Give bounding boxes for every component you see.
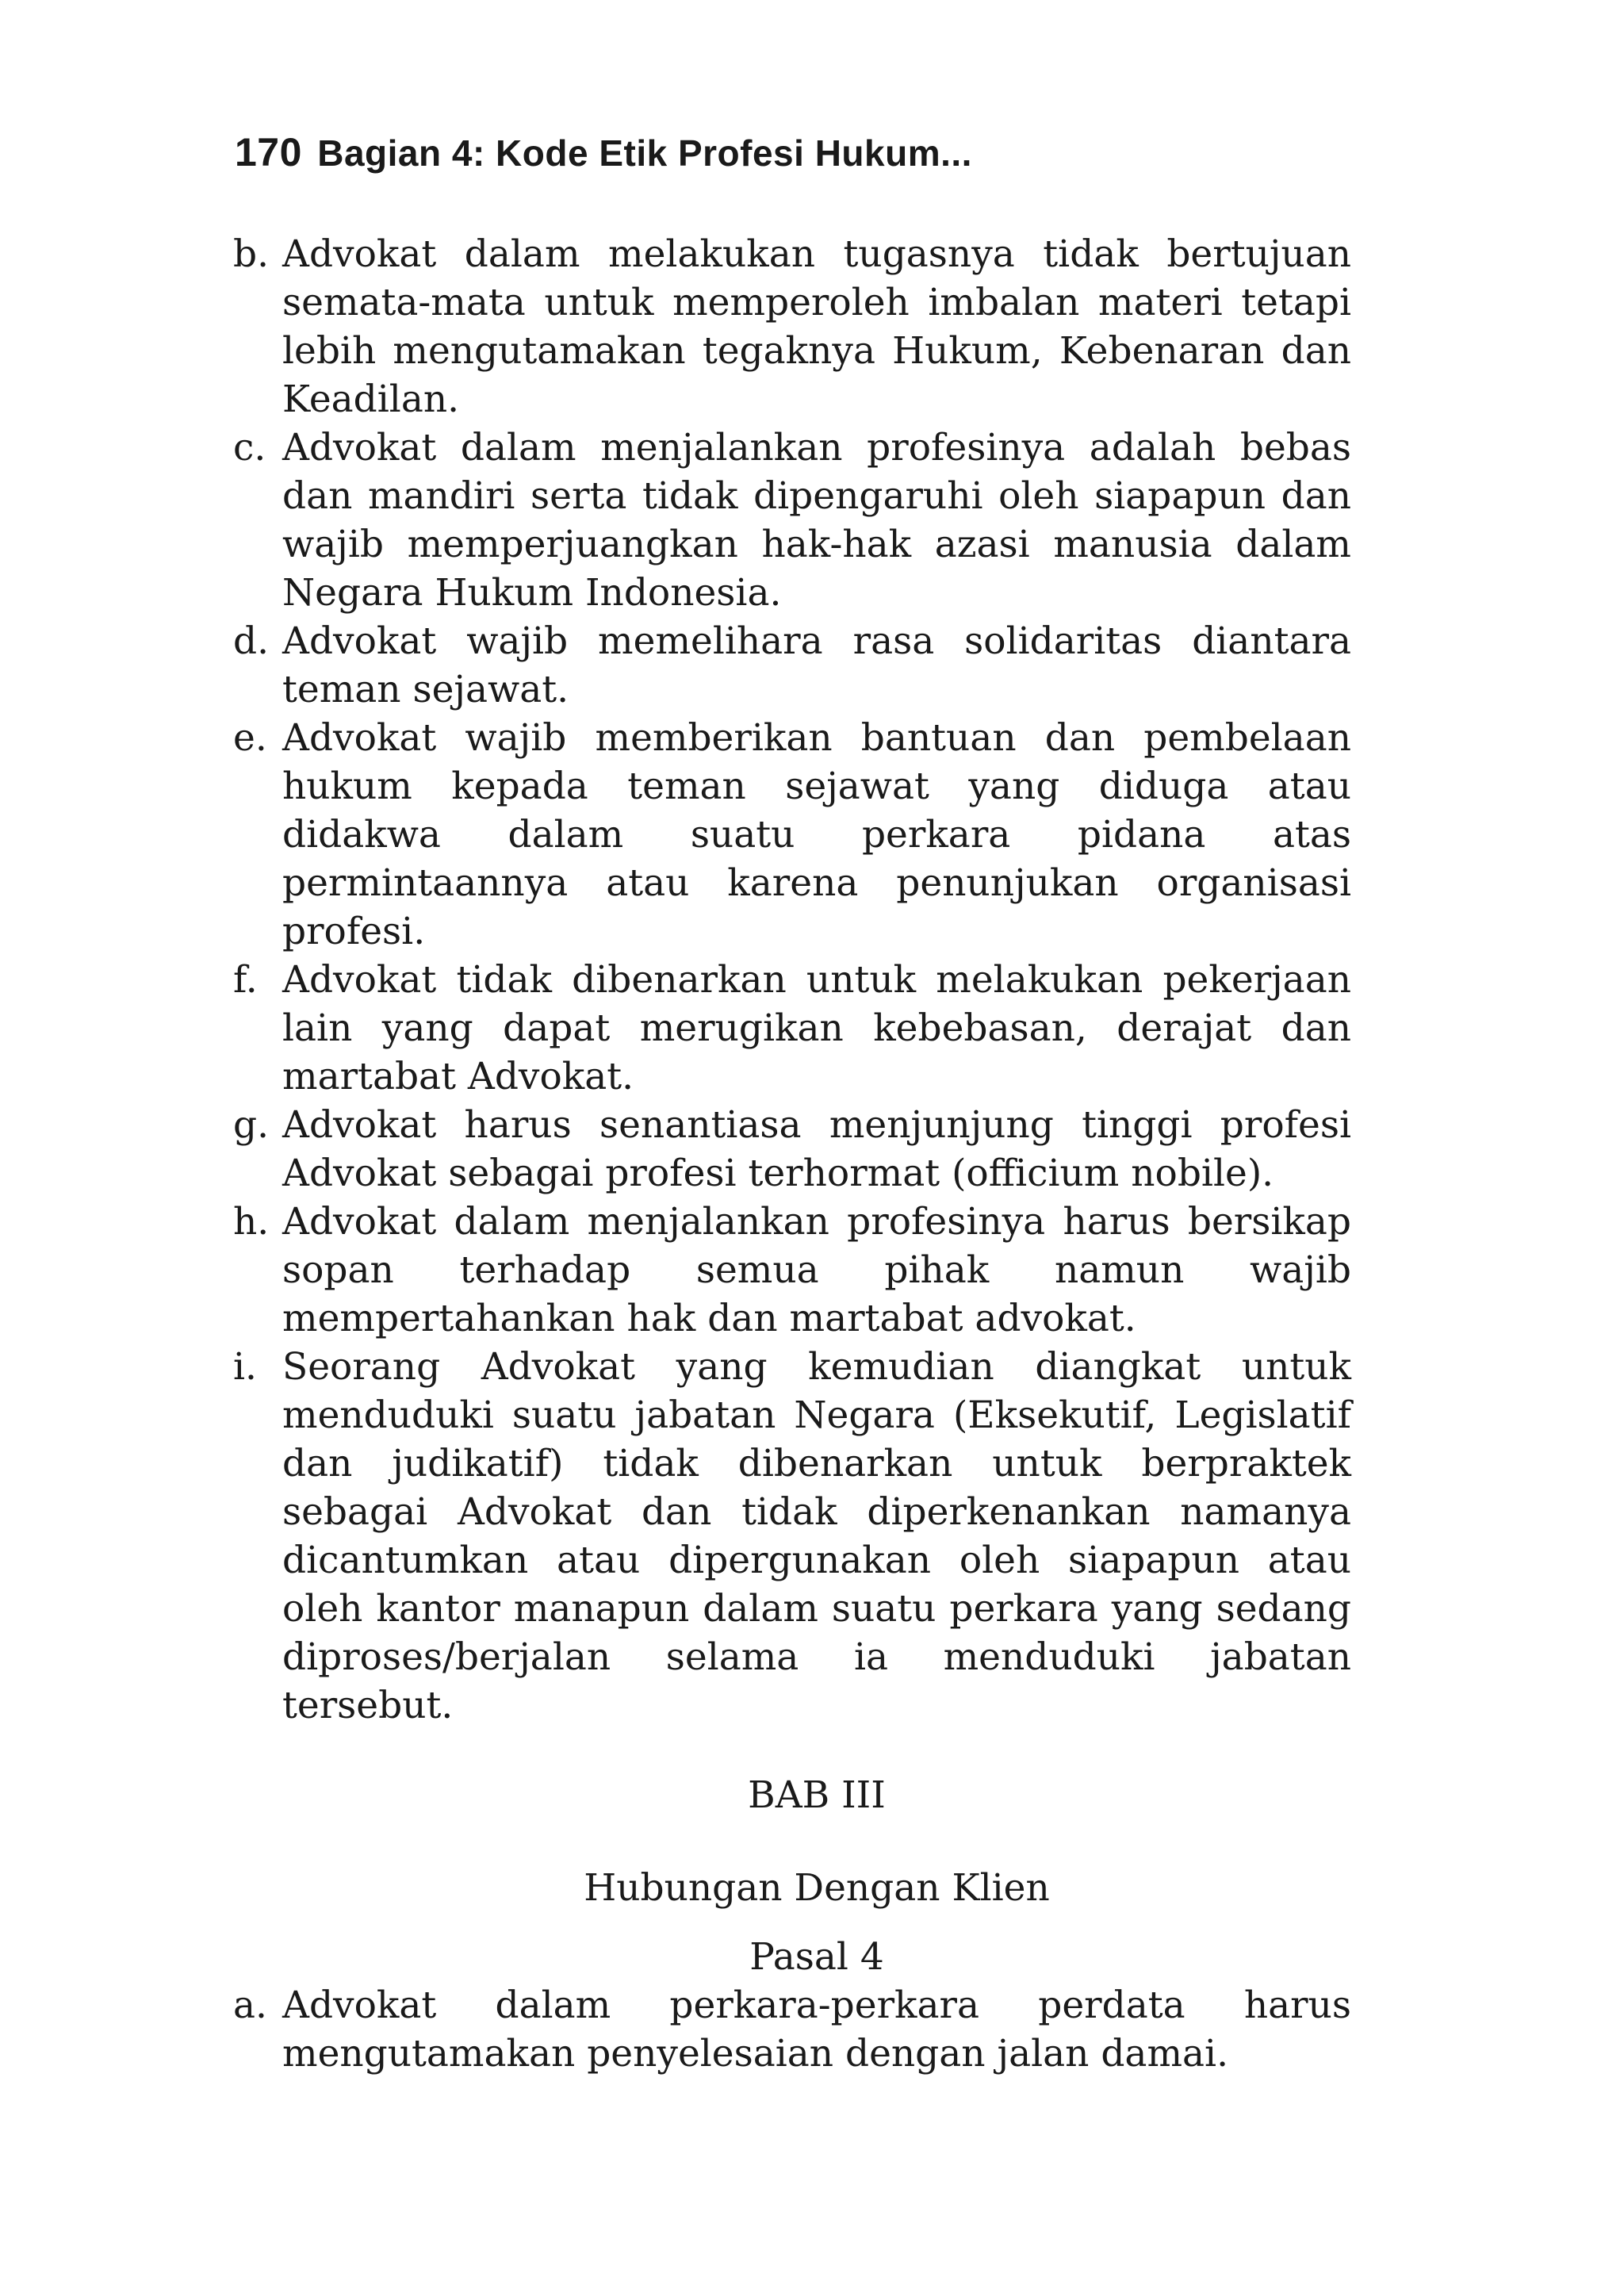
list-marker: c. <box>233 426 266 470</box>
article-heading: Pasal 4 <box>749 1935 884 1979</box>
list-item-text: Advokat wajib memberikan bantuan dan pembelaan hukum kepada teman sejawat yang diduga atau didakwa dalam suatu perkara pidana atas permintaannya atau karena penunjukan organisasi profesi. <box>282 716 1351 953</box>
page-number: 170 <box>235 130 302 174</box>
list-marker: a. <box>233 1984 267 2027</box>
list-marker: h. <box>233 1200 270 1244</box>
list-item-d <box>233 617 1351 714</box>
list-item-e <box>233 714 1351 956</box>
list-marker: d. <box>233 619 270 663</box>
list-item-g <box>233 1101 1351 1198</box>
list-item-f <box>233 956 1351 1101</box>
list-marker: b. <box>233 232 270 276</box>
running-header <box>235 128 972 177</box>
list-item-b <box>233 230 1351 424</box>
chapter-heading: BAB III <box>748 1773 886 1817</box>
list-marker: e. <box>233 716 267 760</box>
chapter-title: Hubungan Dengan Klien <box>584 1866 1050 1910</box>
header-title: Bagian 4: Kode Etik Profesi Hukum... <box>317 132 972 174</box>
list-item-c <box>233 424 1351 617</box>
list-item-text: Seorang Advokat yang kemudian diangkat untuk menduduki suatu jabatan Negara (Eksekutif, Legislatif dan judikatif) tidak dibenarkan untuk berpraktek sebagai Advokat dan tidak diperkenankan namanya dicantumkan atau dipergunakan oleh siapapun atau oleh kantor manapun dalam suatu perkara yang sedang diproses/berjalan selama ia menduduki jabatan tersebut. <box>282 1345 1351 1727</box>
list-item-i <box>233 1343 1351 1730</box>
list-item-text: Advokat harus senantiasa menjunjung tinggi profesi Advokat sebagai profesi terhormat (officium nobile). <box>282 1103 1351 1195</box>
list-item-text: Advokat dalam menjalankan profesinya adalah bebas dan mandiri serta tidak dipengaruhi oleh siapapun dan wajib memperjuangkan hak-hak azasi manusia dalam Negara Hukum Indonesia. <box>282 426 1351 615</box>
list-marker: g. <box>233 1103 270 1147</box>
body-text <box>233 230 1351 2078</box>
list-marker: f. <box>233 958 258 1002</box>
list-item-text: Advokat tidak dibenarkan untuk melakukan pekerjaan lain yang dapat merugikan kebebasan, derajat dan martabat Advokat. <box>282 958 1351 1098</box>
list-item-text: Advokat wajib memelihara rasa solidaritas diantara teman sejawat. <box>282 619 1351 711</box>
list-item-text: Advokat dalam menjalankan profesinya harus bersikap sopan terhadap semua pihak namun wajib mempertahankan hak dan martabat advokat. <box>282 1200 1351 1340</box>
list-item-h <box>233 1198 1351 1343</box>
list-item-text: Advokat dalam perkara-perkara perdata harus mengutamakan penyelesaian dengan jalan damai. <box>282 1984 1351 2076</box>
list-item-text: Advokat dalam melakukan tugasnya tidak bertujuan semata-mata untuk memperoleh imbalan materi tetapi lebih mengutamakan tegaknya Hukum, Kebenaran dan Keadilan. <box>282 232 1351 421</box>
list-marker: i. <box>233 1345 257 1389</box>
article-item-a <box>233 1981 1351 2078</box>
